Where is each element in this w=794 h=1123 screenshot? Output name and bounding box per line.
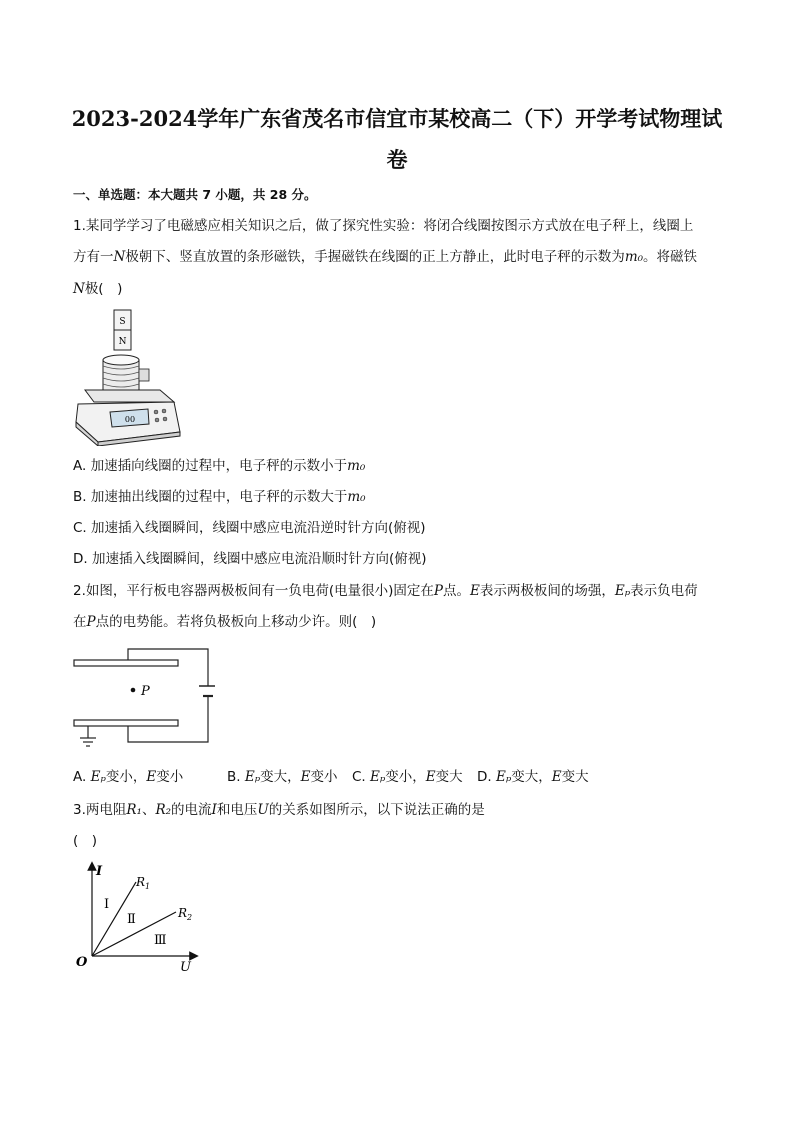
bottom-plate — [74, 720, 178, 726]
q3-text-line1 — [73, 800, 485, 820]
point-p-label: P — [141, 684, 150, 699]
q1-option-a[interactable] — [73, 456, 365, 476]
q1-text-part: 方有一 — [73, 249, 114, 265]
q3-text-part: 、 — [141, 802, 156, 818]
option-text: B. 加速抽出线圈的过程中，电子秤的示数大于 — [73, 489, 348, 505]
q1-text-line3 — [73, 279, 122, 299]
region-2-label: Ⅱ — [127, 912, 136, 927]
option-text: 变小， — [385, 769, 426, 785]
q1-symbol-n: N — [73, 281, 85, 297]
q2-symbol-ep: Eₚ — [614, 583, 631, 599]
option-text: 变大 — [561, 769, 589, 785]
q1-symbol-n: N — [113, 249, 126, 265]
coil — [103, 355, 149, 390]
q1-symbol-m0: m₀ — [624, 249, 644, 265]
q2-text-part: 表示两极板间的场强， — [479, 583, 615, 599]
page-title-line1: 2023-2024学年广东省茂名市信宜市某校高二（下）开学考试物理试 — [71, 106, 723, 131]
option-text: 变大 — [435, 769, 463, 785]
q2-option-d[interactable] — [477, 767, 589, 787]
magnet-n-label: N — [118, 337, 127, 347]
q3-text-part: 3.两电阻 — [73, 802, 127, 818]
q1-text-part: 极( ) — [84, 281, 123, 297]
scale-display-text: 00 — [124, 415, 136, 424]
section-heading: 一、单选题：本大题共 7 小题，共 28 分。 — [73, 187, 317, 202]
q3-text-line2: ( ) — [73, 833, 98, 849]
option-symbol: Eₚ — [90, 769, 106, 785]
q2-text-part: 在 — [73, 614, 87, 630]
option-text: B. — [227, 769, 245, 785]
q1-option-c[interactable]: C. 加速插入线圈瞬间，线圈中感应电流沿逆时针方向(俯视) — [73, 520, 426, 536]
option-text: 变小 — [156, 769, 184, 785]
option-text: A. 加速插向线圈的过程中，电子秤的示数小于 — [73, 458, 348, 474]
q2-text-part: 点。 — [443, 583, 471, 599]
q3-symbol-r1: R₁ — [126, 802, 142, 818]
option-symbol: E — [551, 769, 562, 785]
q3-symbol-r2: R₂ — [155, 802, 172, 818]
option-text: 变大， — [511, 769, 552, 785]
region-1-label: Ⅰ — [104, 897, 110, 912]
q1-text-part: 极朝下、竖直放置的条形磁铁，手握磁铁在线圈的正上方静止，此时电子秤的示数为 — [125, 249, 625, 265]
magnet-s-label: S — [119, 317, 126, 327]
q2-option-b[interactable] — [227, 767, 337, 787]
line-r1-label: $R_1$ — [136, 875, 151, 891]
line-r2-label: $R_2$ — [178, 906, 193, 922]
point-p-dot — [131, 688, 136, 693]
q2-text-line1 — [73, 581, 698, 601]
option-symbol: E — [146, 769, 157, 785]
option-text: 变小， — [105, 769, 147, 785]
axis-label-i: I — [96, 864, 103, 879]
region-3-label: Ⅲ — [154, 933, 167, 948]
q2-text-part: 表示负电荷 — [630, 583, 698, 599]
q2-text-line2 — [73, 612, 376, 632]
option-symbol: Eₚ — [244, 769, 261, 785]
q2-capacitor-diagram — [70, 644, 215, 750]
q2-symbol-p: P — [86, 614, 96, 630]
q2-option-c[interactable] — [352, 767, 463, 787]
q1-scale-diagram — [70, 306, 185, 446]
q3-symbol-u: U — [257, 802, 269, 818]
axis-label-u: U — [180, 960, 191, 975]
option-symbol: Eₚ — [370, 769, 386, 785]
q1-text-line2 — [73, 247, 697, 267]
page-title-line2: 卷 — [386, 147, 408, 172]
q2-text-part: 2.如图，平行板电容器两极板间有一负电荷(电量很小)固定在 — [73, 583, 434, 599]
q1-symbol-m0: m₀ — [347, 489, 366, 505]
option-text: C. — [352, 769, 371, 785]
q1-option-d[interactable]: D. 加速插入线圈瞬间，线圈中感应电流沿顺时针方向(俯视) — [73, 551, 427, 567]
q3-iu-graph — [72, 860, 202, 976]
q1-text-part: 。将磁铁 — [643, 249, 698, 265]
origin-label: O — [76, 955, 88, 970]
q3-text-part: 的电流 — [171, 802, 212, 818]
top-plate — [74, 660, 178, 666]
q2-option-a[interactable] — [73, 767, 183, 787]
option-symbol: E — [425, 769, 436, 785]
option-text: A. — [73, 769, 91, 785]
q3-text-part: 的关系如图所示，以下说法正确的是 — [268, 802, 485, 818]
q2-symbol-p: P — [433, 583, 444, 599]
electronic-scale — [76, 390, 180, 446]
option-symbol: E — [300, 769, 311, 785]
option-text: 变小 — [310, 769, 338, 785]
q3-symbol-i: I — [211, 802, 217, 818]
q3-text-part: 和电压 — [216, 802, 258, 818]
option-text: D. — [477, 769, 496, 785]
q1-option-b[interactable] — [73, 487, 366, 507]
q2-symbol-e: E — [470, 583, 480, 599]
q1-text-line1: 1.某同学学习了电磁感应相关知识之后，做了探究性实验：将闭合线圈按图示方式放在电子秤上，线圈上 — [73, 218, 694, 234]
q1-symbol-m0: m₀ — [347, 458, 366, 474]
q2-text-part: 点的电势能。若将负极板向上移动少许。则( ) — [95, 614, 377, 630]
option-text: 变大， — [260, 769, 301, 785]
option-symbol: Eₚ — [495, 769, 512, 785]
